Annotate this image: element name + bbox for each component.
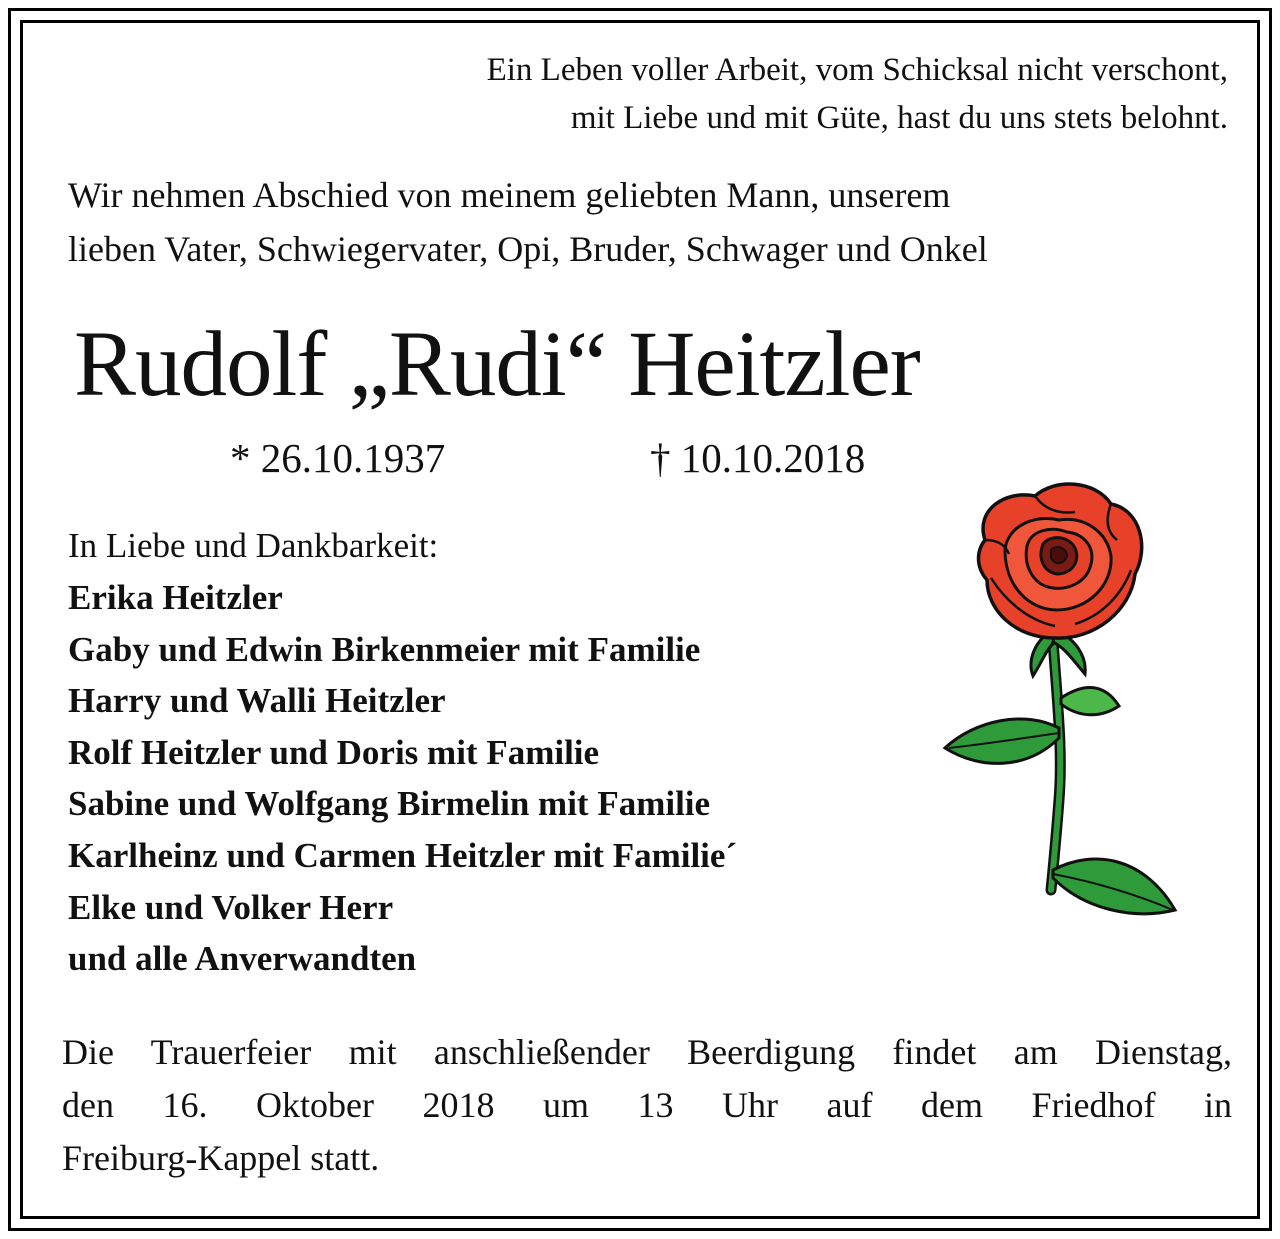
farewell-intro [68,168,988,276]
service-line-3: Freiburg-Kappel statt. [62,1138,380,1178]
deceased-name: Rudolf „Rudi“ Heitzler [74,313,920,416]
motto-line-2: mit Liebe und mit Güte, hast du uns stets belohnt. [570,100,1228,136]
leaf-right [1053,859,1175,914]
funeral-service-info [62,1026,1232,1185]
mourners-list [68,520,928,985]
mourner-name: Karlheinz und Carmen Heitzler mit Familie´ [68,835,738,875]
mourner-name: Gaby und Edwin Birkenmeier mit Familie [68,629,701,669]
service-line-1: Die Trauerfeier mit anschließender Beerdigung findet am Dienstag, [62,1032,1232,1072]
intro-line-1: Wir nehmen Abschied von meinem geliebten Mann, unserem [68,175,951,215]
mourner-name: Sabine und Wolfgang Birmelin mit Familie [68,784,711,824]
mourner-name: und alle Anverwandten [68,939,417,979]
mourner-name: Elke und Volker Herr [68,887,394,927]
mourner-name: Rolf Heitzler und Doris mit Familie [68,732,600,772]
intro-line-2: lieben Vater, Schwiegervater, Opi, Bruder, Schwager und Onkel [68,229,988,269]
death-date: † 10.10.2018 [650,435,866,481]
motto-line-1: Ein Leben voller Arbeit, vom Schicksal nicht verschont, [486,52,1228,88]
motto-verse [487,46,1228,142]
leaf-small [1061,688,1119,715]
mourners-heading: In Liebe und Dankbarkeit: [68,526,439,565]
service-line-2: den 16. Oktober 2018 um 13 Uhr auf dem Friedhof in [62,1085,1232,1125]
mourner-name: Harry und Walli Heitzler [68,681,446,721]
mourner-name: Erika Heitzler [68,578,283,617]
rose-illustration [935,470,1195,930]
birth-date: * 26.10.1937 [230,435,446,481]
